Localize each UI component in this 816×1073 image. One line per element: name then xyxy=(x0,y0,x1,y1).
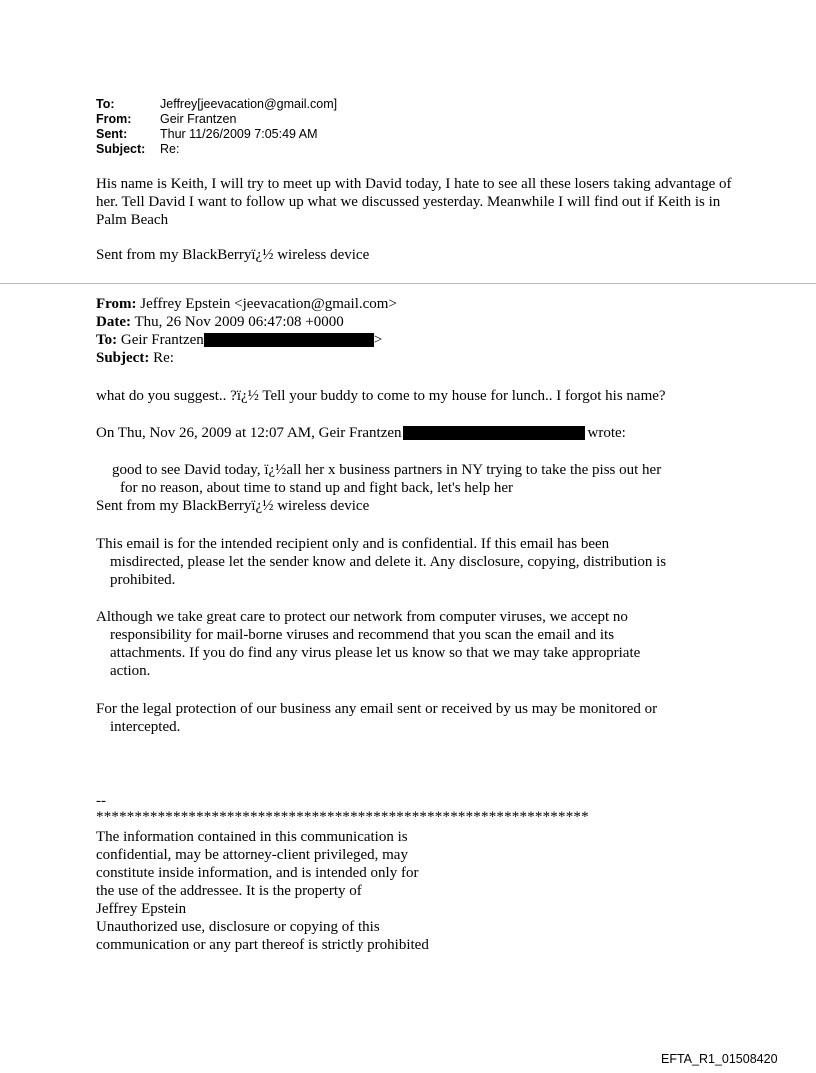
footer-line: The information contained in this communication is xyxy=(96,829,408,845)
header-sent-row xyxy=(96,127,337,142)
footer-line: confidential, may be attorney-client privileged, may xyxy=(96,847,408,863)
quoted-subject-label: Subject: xyxy=(96,350,150,366)
confidentiality-notice xyxy=(96,535,706,589)
quoted-to-value: Geir Frantzen xyxy=(120,332,204,348)
to-label: To: xyxy=(96,97,115,111)
virus-line2: responsibility for mail-borne viruses and recommend that you scan the email and its xyxy=(110,627,615,643)
quoted-to-label: To: xyxy=(96,332,118,348)
inner-quote-line1: good to see David today, ï¿½all her x business partners in NY trying to take the piss out her xyxy=(112,462,662,478)
virus-line1: Although we take great care to protect our network from computer viruses, we accept no xyxy=(96,609,628,625)
inner-signature: Sent from my BlackBerryï¿½ wireless device xyxy=(96,498,370,514)
confidentiality-line2: misdirected, please let the sender know and delete it. Any disclosure, copying, distribution is xyxy=(110,554,667,570)
quoted-date-label: Date: xyxy=(96,314,131,330)
on-wrote-prefix: On Thu, Nov 26, 2009 at 12:07 AM, Geir Frantzen xyxy=(96,425,402,441)
redaction-bar xyxy=(204,333,374,347)
quoted-from-label: From: xyxy=(96,296,137,312)
quoted-date-row xyxy=(96,313,397,331)
sent-label: Sent: xyxy=(96,127,128,141)
quoted-to-suffix: > xyxy=(373,332,383,348)
from-value: Geir Frantzen xyxy=(160,112,237,126)
confidentiality-line1: This email is for the intended recipient only and is confidential. If this email has been xyxy=(96,536,610,552)
virus-line3: attachments. If you do find any virus please let us know so that we may take appropriate xyxy=(110,645,641,661)
header-subject-row xyxy=(96,142,337,157)
virus-notice xyxy=(96,608,706,680)
quoted-from-row xyxy=(96,295,397,313)
reply-body: His name is Keith, I will try to meet up with David today, I hate to see all these losers taking advantage of her. Tell David I want to follow up what we discussed yesterday. Meanwhile I will find out if Keith is in Palm Beach xyxy=(96,176,732,228)
on-wrote-line xyxy=(96,424,626,442)
subject-value: Re: xyxy=(160,142,180,156)
divider-line xyxy=(0,283,816,284)
quoted-date-value: Thu, 26 Nov 2009 06:47:08 +0000 xyxy=(134,314,344,330)
to-value: Jeffrey[jeevacation@gmail.com] xyxy=(160,97,338,111)
quoted-from-value: Jeffrey Epstein <jeevacation@gmail.com> xyxy=(140,296,397,312)
on-wrote-suffix: wrote: xyxy=(587,425,626,441)
asterisk-rule: **************************************************************** xyxy=(96,809,589,825)
subject-label: Subject: xyxy=(96,142,146,156)
footer-disclaimer xyxy=(96,828,429,954)
quoted-body: what do you suggest.. ?ï¿½ Tell your buddy to come to my house for lunch.. I forgot his name? xyxy=(96,388,666,404)
header-to-row xyxy=(96,97,337,112)
quoted-subject-row xyxy=(96,349,397,367)
legal-notice xyxy=(96,700,706,736)
virus-line4: action. xyxy=(110,663,151,679)
inner-quote-line2: for no reason, about time to stand up and fight back, let's help her xyxy=(120,480,514,496)
quoted-header xyxy=(96,295,397,367)
sent-value: Thur 11/26/2009 7:05:49 AM xyxy=(160,127,318,141)
inner-quote xyxy=(112,461,712,497)
footer-line: communication or any part thereof is strictly prohibited xyxy=(96,937,429,953)
confidentiality-line3: prohibited. xyxy=(110,572,176,588)
legal-line2: intercepted. xyxy=(110,719,181,735)
reply-signature: Sent from my BlackBerryï¿½ wireless device xyxy=(96,247,370,263)
legal-line1: For the legal protection of our business any email sent or received by us may be monitored or xyxy=(96,701,658,717)
footer-line: Unauthorized use, disclosure or copying of this xyxy=(96,919,380,935)
quoted-subject-value: Re: xyxy=(153,350,174,366)
header-from-row xyxy=(96,112,337,127)
signature-separator: -- xyxy=(96,793,106,809)
footer-line: the use of the addressee. It is the property of xyxy=(96,883,362,899)
bates-number: EFTA_R1_01508420 xyxy=(661,1052,778,1066)
email-header xyxy=(96,97,337,157)
redaction-bar xyxy=(403,426,585,440)
from-label: From: xyxy=(96,112,132,126)
footer-line: Jeffrey Epstein xyxy=(96,901,187,917)
footer-line: constitute inside information, and is intended only for xyxy=(96,865,419,881)
quoted-to-row xyxy=(96,331,397,349)
